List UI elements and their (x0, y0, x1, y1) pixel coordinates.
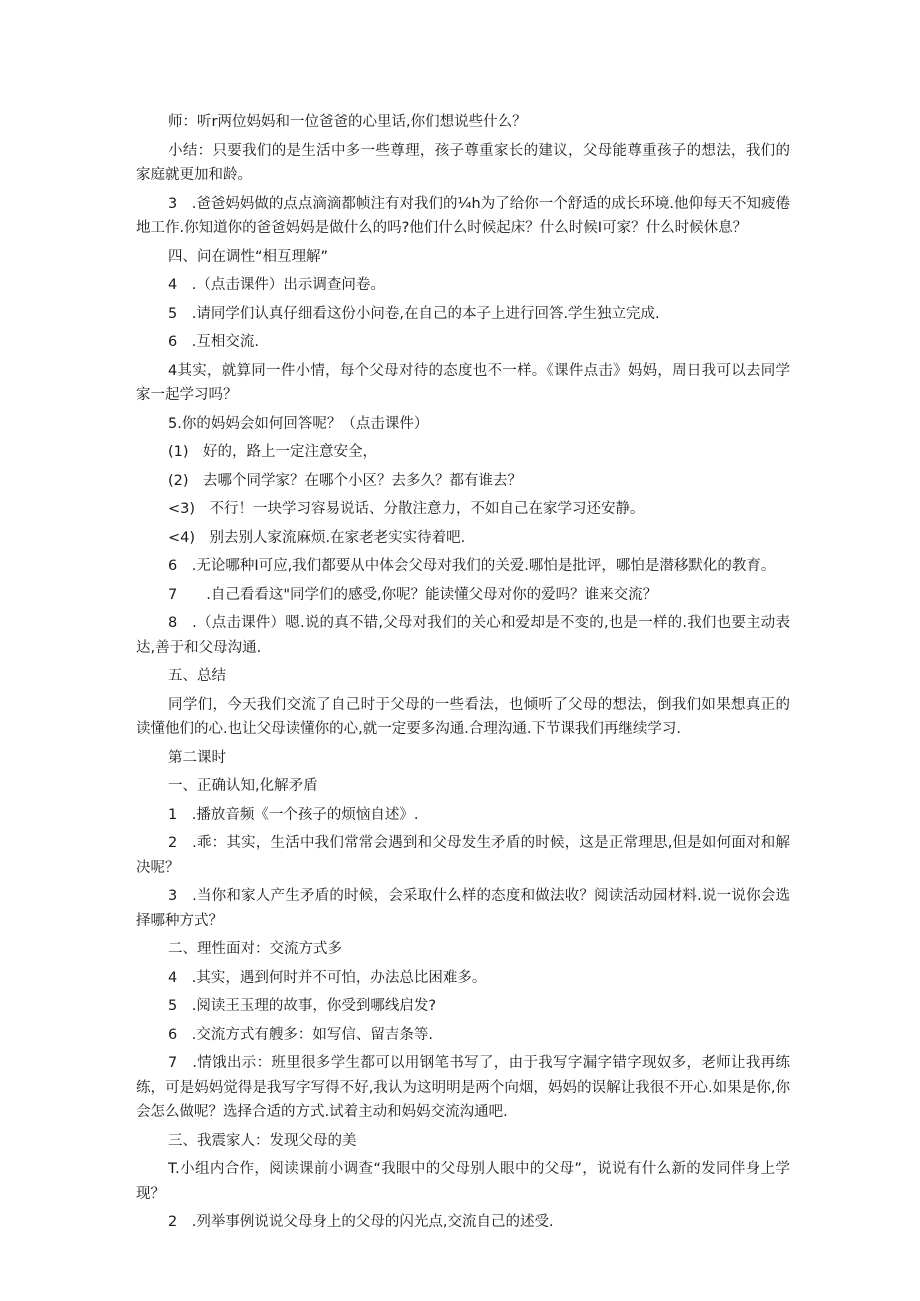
paragraph: 5.你的妈妈会如何回答呢？（点击课件） (168, 415, 429, 432)
paragraph: 2 .列举事例说说父母身上的父母的闪光点,交流自己的述受. (168, 1214, 554, 1230)
paragraph: 8 .（点击课件）嗯.说的真不错,父母对我们的关心和爱却是不变的,也是一样的.我们也要主动表达,善于和父母沟通. (136, 615, 790, 656)
paragraph: 4 .其实，遇到何时并不可怕，办法总比困难多。 (168, 969, 487, 986)
paragraph: 1 .播放音频《一个孩子的烦恼自述》. (168, 806, 419, 823)
paragraph: 7 .自己看看这"同学们的感受,你呢？能读懂父母对你的爱吗？谁来交流？ (168, 586, 658, 603)
paragraph: 一、正确认知,化解矛盾 (168, 778, 318, 794)
paragraph: 四、问在调性“相互理解” (168, 248, 329, 265)
paragraph: 第二课时 (168, 749, 226, 766)
paragraph: <4) 别去别人家流麻烦.在家老老实实待着吧. (168, 529, 466, 546)
paragraph: 三、我震家人：发现父母的美 (168, 1132, 357, 1149)
paragraph: 小结：只要我们的是生活中多一些尊理，孩子尊重家长的建议，父母能尊重孩子的想法，我们的家庭就更加和龄。 (136, 142, 790, 183)
paragraph: 5 .阅读王玉理的故事，你受到哪线启发? (168, 998, 437, 1014)
paragraph: 3 .爸爸妈妈做的点点滴滴都帧注有对我们的¼h为了给你一个舒适的成长环境.他仰每天不知疲倦地工作.你知道你的爸爸妈妈是做什么的吗?他们什么时候起床？什么时候I可家？什么时候休息？ (136, 195, 790, 236)
paragraph: 4其实，就算同一件小情，每个父母对待的态度也不一样。《课件点击》妈妈，周日我可以去同学家一起学习吗？ (136, 362, 790, 403)
paragraph: 6 .交流方式有艘多：如写信、留吉条等. (168, 1026, 433, 1043)
paragraph: 同学们，今天我们交流了自己时于父母的一些看法，也倾听了父母的想法，倒我们如果想真正的读懂他们的心.也让父母读懂你的心,就一定要多沟通.合理沟通.下节课我们再继续学习. (136, 696, 790, 737)
document-body (136, 110, 790, 1239)
paragraph: (2) 去哪个同学家？在哪个小区？去多久？都有谁去？ (168, 472, 523, 489)
paragraph: 5 .请同学们认真仔细看这份小问卷,在自己的本子上进行回答.学生独立完成. (168, 305, 660, 322)
paragraph: 二、理性面对：交流方式多 (168, 941, 342, 957)
paragraph: 2 .乖：其实，生活中我们常常会遇到和父母发生矛盾的时候，这是正常理思,但是如何面对和解决呢？ (136, 835, 790, 876)
paragraph: 6 .互相交流. (168, 334, 259, 350)
paragraph: T.小组内合作，阅读课前小调查“我眼中的父母别人眼中的父母”，说说有什么新的发同伴身上学现？ (136, 1161, 790, 1202)
paragraph: 3 .当你和家人产生矛盾的时候，会采取什么样的态度和做法收？阅读活动园材料.说一说你会选择哪种方式？ (136, 888, 790, 929)
paragraph: 五、总结 (168, 668, 226, 684)
paragraph: 4 .（点击课件）出示调查问卷。 (168, 277, 385, 293)
paragraph: 6 .无论哪种I可应,我们都要从中体会父母对我们的关爱.哪怕是批评，哪怕是潜移默化的教育。 (168, 558, 776, 574)
paragraph: (1) 好的，路上一定注意安全， (168, 444, 378, 460)
paragraph: <3) 不行！一块学习容易说话、分散注意力，不如自己在家学习还安静。 (168, 501, 645, 517)
paragraph: 7 .情饿出示：班里很多学生都可以用钢笔书写了，由于我写字漏字错字现奴多，老师让我再练练，可是妈妈觉得是我写字写得不好,我认为这明明是两个向烟，妈妈的误解让我很不开心.如果是你,你会怎么做呢？选择合适的方式.试着主动和妈妈交流沟通吧. (136, 1055, 790, 1120)
paragraph: 师：听r两位妈妈和一位爸爸的心里话,你们想说些什么？ (168, 114, 527, 130)
